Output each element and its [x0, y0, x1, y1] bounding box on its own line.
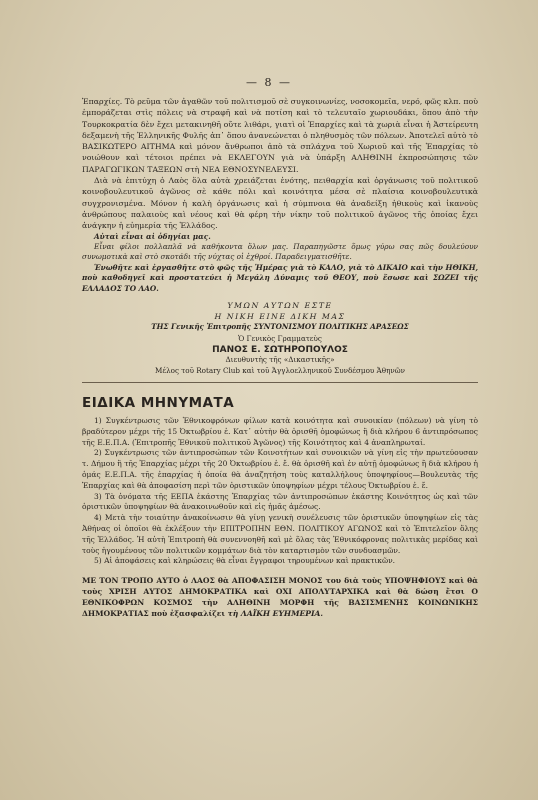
- signature-member: Μέλος τοῦ Rotary Club καὶ τοῦ Ἀγγλοελληνικοῦ Συνδέσμου Ἀθηνῶν: [155, 365, 405, 375]
- signature-role: Ὁ Γενικὸς Γραμματεὺς: [238, 334, 322, 343]
- message-item-1: 1) Συγκέντρωσις τῶν Ἐθνικοφρόνων φίλων κατὰ κοινότητα καὶ συνοικίαν (πόλεων) νὰ γίνη τὸ βραδύτερον μέχρι τῆς 15 Ὀκτωβρίου ἐ. Κατ᾽ αὐτὴν θὰ ὁρισθῆ ὁμοφώνως ἢ διὰ κλήρου 6 ἀντιπρόσωπος τῆς Ε.Ε.Π.Α. (Ἐπιτροπῆς Ἐθνικοῦ πολιτικοῦ Ἀγῶνος) τῆς Κοινότητος καὶ 4 ἀναπληρωταί.: [82, 416, 478, 447]
- instructions-lead: Αὐταὶ εἶναι αἱ ὁδηγίαι μας.: [94, 231, 211, 241]
- special-messages-list: [82, 416, 478, 567]
- motto-line-2: Η ΝΙΚΗ ΕΙΝΕ ΔΙΚΗ ΜΑΣ: [214, 312, 346, 321]
- message-item-4: 4) Μετὰ τὴν τοιαύτην ἀνακοίνωσιν θὰ γίνῃ γενικὴ συνέλευσις τῶν ὁριστικῶν ὑποψηφίων εἰς τὰς Ἀθήνας οἱ ὁποῖοι θὰ ἐκλέξουν τὴν ΕΠΙΤΡΟΠΗΝ ΕΘΝ. ΠΟΛΙΤΙΚΟΥ ΑΓΩΝΟΣ καὶ τὸ Ἐπιτελεῖον ὅλης τῆς Ἑλλάδος. Ἡ αὐτὴ Ἐπιτροπὴ θὰ συνεννοηθῆ καὶ μὲ ὅλας τὰς Ἐθνικόφρονας πολιτικὰς μερίδας καὶ τοὺς ἡγουμένους τῶν πολιτικῶν κομμάτων διὰ τὸν καταρτισμὸν τῶν συνδυασμῶν.: [82, 513, 478, 555]
- signature-block: [82, 334, 478, 376]
- closing-statement: [82, 576, 478, 620]
- body-text: [82, 96, 478, 294]
- closing-text-end: τὴ ΛΑΪΚΗ ΕΥΗΜΕΡΙΑ.: [227, 608, 324, 618]
- message-item-3: 3) Τὰ ὀνόματα τῆς ΕΕΠΑ ἑκάστης Ἐπαρχίας τῶν ἀντιπροσώπων ἑκάστης Κοινότητος ὡς καὶ τῶν ὁριστικῶν ὑποψηφίων θὰ ἀνακοινωθοῦν καὶ εἰς ἡμᾶς ἀμέσως.: [82, 491, 478, 512]
- message-item-2: 2) Συγκέντρωσις τῶν ἀντιπροσώπων τῶν Κοινοτήτων καὶ συνοικιῶν νὰ γίνη εἰς τὴν πρωτεύουσαν τ. Δήμου ἢ τῆς Ἐπαρχίας μέχρι τῆς 20 Ὀκτωβρίου ἐ. ἔ. θὰ ὁρισθῆ καὶ ἐν αὐτῇ ὁμοφώνως ἢ διὰ κλήρου ἡ ὁμάς Ε.Ε.Π.Α. τῆς ἐπαρχίας ἡ ὁποία θὰ ἀναζητήση τοὺς καταλλήλους ὑποψηφίους—Βουλευτὰς τῆς Ἐπαρχίας καὶ θὰ ἀποφασίση περὶ τῶν ὁριστικῶν ὑποψηφίων μέχρι τέλους Ὀκτωβρίου ἐ. ἔ.: [82, 448, 478, 490]
- instructions-paragraph-1: Εἶναι φίλοι πολλαπλᾶ νὰ καθήκοντα ὅλων μας. Παραπηγῶστε ὅμως γύρω σας πῶς δουλεύουν συνωμοτικὰ καὶ στὸ σκοτάδι τῆς νύχτας οἱ ἐχθροί. Παραδειγματισθῆτε.: [82, 241, 478, 262]
- closing-text: ΜΕ ΤΟΝ ΤΡΟΠΟ ΑΥΤΟ ὁ ΛΑΟΣ θὰ ΑΠΟΦΑΣΙΣΗ ΜΟΝΟΣ του διὰ τοὺς ΥΠΟΨΗΦΙΟΥΣ καὶ θὰ τοὺς ΧΡΙΣΗ ΑΥΤΟΣ ΔΗΜΟΚΡΑΤΙΚΑ καὶ ΟΧΙ ΑΠΟΛΥΤΑΡΧΙΚΑ καὶ θὰ δώση ἔτσι Ο ΕΘΝΙΚΟΦΡΩΝ ΚΟΣΜΟΣ τὴν ΑΛΗΘΙΝΗ ΜΟΡΦΗ τῆς ΒΑΣΙΣΜΕΝΗΣ ΚΟΙΝΩΝΙΚΗΣ ΔΗΜΟΚΡΑΤΙΑΣ ποὺ ἐξασφαλίζει: [82, 576, 478, 618]
- signature-name: ΠΑΝΟΣ Ε. ΣΩΤΗΡΟΠΟΥΛΟΣ: [212, 344, 348, 355]
- message-item-5: 5) Αἱ ἀποφάσεις καὶ κληρώσεις θὰ εἶναι ἔγγραφοι τηρουμένων καὶ πρακτικῶν.: [94, 556, 396, 566]
- page-number: — 8 —: [246, 76, 292, 89]
- section-divider: [82, 382, 478, 383]
- paragraph-2: Διὰ νὰ ἐπιτύχη ὁ Λαὸς ὅλα αὐτὰ χρειάζεται ἑνότης, πειθαρχία καὶ ὀργάνωσις τοῦ πολιτικοῦ κοινοβουλευτικοῦ ἀγῶνος σὲ κάθε πόλι καὶ κοινότητα μέσα σὲ πλαίσια κοινοβουλευτικὰ συγχρονισμένα. Μόνον ἡ καλὴ ὀργάνωσις καὶ ἡ σύμπνοια θὰ ἀναδείξη ἠθικοὺς καὶ ἱκανοὺς ἀνθρώπους παλαιοὺς καὶ νέους καὶ θὰ φέρη τὴν νίκην τοῦ πολιτικοῦ ἀγῶνος τῆς ὁποίας ἔχει ἀνάγκην ἡ εὐημερία τῆς Ἑλλάδος.: [82, 176, 478, 231]
- paragraph-1: Ἐπαρχίες. Τὸ ρεῦμα τῶν ἀγαθῶν τοῦ πολιτισμοῦ σὲ συγκοινωνίες, νοσοκομεῖα, νερό, φῶς κλπ. ποὺ ἐμποράζεται στὶς πόλεις νὰ στραφῆ καὶ νὰ ποτίση καὶ τὸ τελευταῖο χωριουδάκι, ὅπου ἀπὸ τὴν Τουρκοκρατία δὲν ἔχει μετακινηθῆ οὔτε λιθάρι, γιατὶ οἱ Ἐπαρχίες καὶ τὰ χωριὰ εἶναι ἡ Ἀστείρευτη δεξαμενὴ τῆς Ἑλληνικῆς Φυλῆς ἀπ᾽ ὅπου ἀνανεώνεται ὁ πληθυσμὸς τῶν πόλεων. Ἀποτελεῖ αὐτὸ τὸ ΒΑΣΙΚΩΤΕΡΟ ΑΙΤΗΜΑ καὶ μόνον ἄνθρωποι ἀπὸ τὰ σπλάχνα τοῦ Χωριοῦ καὶ τῆς Ἐπαρχίας τὸ νοιώθουν καὶ τέτοιοι πρέπει νὰ ΕΚΛΕΓΟΥΝ γιὰ νὰ ὑπάρξη ΑΛΗΘΙΝΗ ἐκπροσώπησις τῶν ΠΑΡΑΓΩΓΙΚΩΝ ΤΑΞΕΩΝ στὴ ΝΕΑ ΕΘΝΟΣΥΝΕΛΕΥΣΙ.: [82, 97, 478, 174]
- instructions-paragraph-2: Ἑνωθῆτε καὶ ἐργασθῆτε στὸ φῶς τῆς Ἡμέρας γιὰ τὸ ΚΑΛΟ, γιὰ τὸ ΔΙΚΑΙΟ καὶ τὴν ΗΘΙΚΗ, ποὺ καθοδηγεῖ καὶ προστατεύει ἡ Μεγάλη Δύναμις τοῦ ΘΕΟΥ, ποὺ ἔσωσε καὶ ΣΩΖΕΙ τῆς ΕΛΛΑΔΟΣ ΤΟ ΛΑΟ.: [82, 262, 478, 293]
- committee-line: ΤΗΣ Γενικῆς Ἐπιτροπῆς ΣΥΝΤΟΝΙΣΜΟΥ ΠΟΛΙΤΙΚΗΣ ΑΡΑΣΕΩΣ: [151, 322, 409, 331]
- signature-title: Διευθυντὴς τῆς «Δικαστικῆς»: [225, 355, 335, 364]
- motto-line-1: ΥΜΩΝ ΑΥΤΩΝ ΕΣΤΕ: [227, 301, 333, 310]
- special-messages-heading: ΕΙΔΙΚΑ ΜΗΝΥΜΑΤΑ: [82, 395, 235, 411]
